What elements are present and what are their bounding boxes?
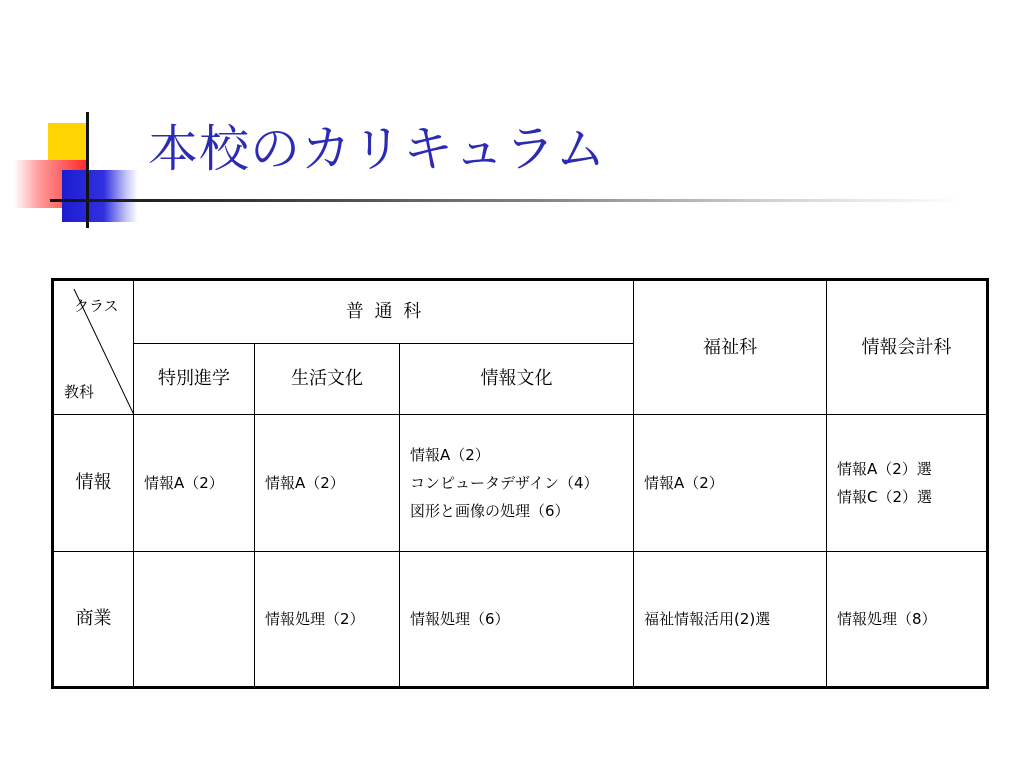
header-joho-kaikei: 情報会計科 xyxy=(827,280,988,415)
cell-shogyo-tokubetsu xyxy=(134,552,255,688)
cell-joho-joho-kaikei xyxy=(827,415,988,552)
header-joho-bunka: 情報文化 xyxy=(400,344,634,415)
cell-shogyo-fukushi: 福祉情報活用(2)選 xyxy=(634,552,827,688)
cell-line: 情報C（2）選 xyxy=(837,488,933,506)
cell-line: 情報A（2） xyxy=(410,446,490,464)
row-subject-shogyo: 商業 xyxy=(53,552,134,688)
corner-cell xyxy=(53,280,134,415)
ornament-yellow-square xyxy=(48,123,88,163)
cell-line: 図形と画像の処理（6） xyxy=(410,502,570,520)
curriculum-table xyxy=(51,278,989,689)
cell-line: 情報A（2）選 xyxy=(837,460,932,478)
slide-title: 本校のカリキュラム xyxy=(148,120,607,178)
header-fukushi: 福祉科 xyxy=(634,280,827,415)
header-tokubetsu: 特別進学 xyxy=(134,344,255,415)
corner-class-label: クラス xyxy=(74,297,119,315)
table-row-shogyo xyxy=(53,552,988,688)
header-row-1 xyxy=(53,280,988,344)
ornament-vertical-line xyxy=(86,112,89,228)
cell-joho-joho-bunka xyxy=(400,415,634,552)
header-seikatsu: 生活文化 xyxy=(255,344,400,415)
corner-subject-label: 教科 xyxy=(64,383,95,401)
row-subject-joho: 情報 xyxy=(53,415,134,552)
cell-shogyo-seikatsu: 情報処理（2） xyxy=(255,552,400,688)
ornament-blue-square xyxy=(62,170,138,222)
cell-joho-fukushi: 情報A（2） xyxy=(634,415,827,552)
cell-joho-tokubetsu: 情報A（2） xyxy=(134,415,255,552)
cell-joho-seikatsu: 情報A（2） xyxy=(255,415,400,552)
cell-line: コンピュータデザイン（4） xyxy=(410,474,599,492)
table-row-joho xyxy=(53,415,988,552)
title-underline xyxy=(50,199,962,202)
header-futsu: 普通科 xyxy=(134,280,634,344)
cell-shogyo-joho-kaikei: 情報処理（8） xyxy=(827,552,988,688)
cell-shogyo-joho-bunka: 情報処理（6） xyxy=(400,552,634,688)
